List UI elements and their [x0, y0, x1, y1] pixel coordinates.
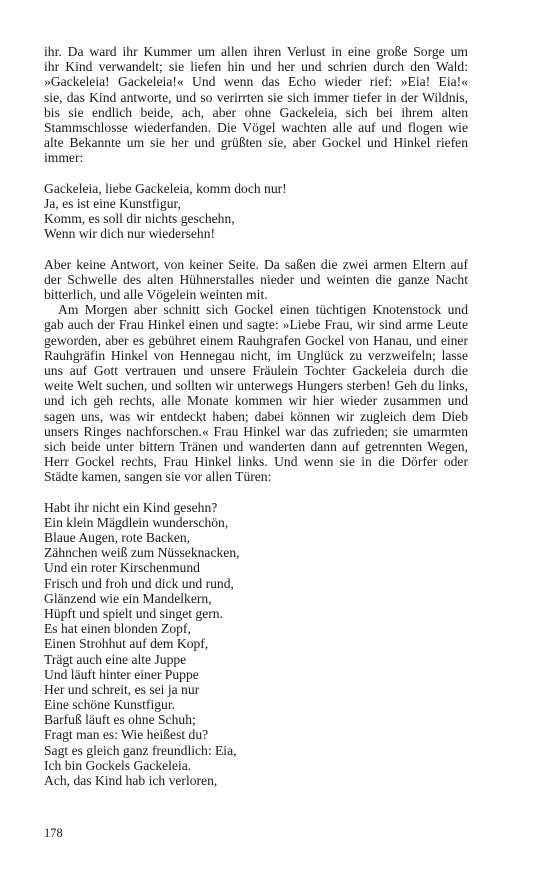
verse-line: Ach, das Kind hab ich verloren, [44, 773, 218, 788]
paragraph-2 [44, 257, 468, 303]
text-line: Aber keine Antwort, von keiner Seite. Da saßen die zwei armen Eltern auf [44, 256, 468, 272]
verse-line: Blaue Augen, rote Backen, [44, 530, 191, 545]
text-line: bitterlich, und alle Vögelein weinten mit. [44, 287, 268, 302]
text-line: immer: [44, 150, 84, 166]
paragraph-1 [44, 44, 468, 166]
verse-line: Eine schöne Kunstfigur. [44, 697, 176, 713]
text-line: der Schwelle des alten Hühnerstalles nieder und weinten die ganze Nacht [44, 271, 468, 287]
verse-line: Glänzend wie ein Mandelkern, [44, 590, 212, 606]
verse-line: Her und schreit, es sei ja nur [44, 681, 200, 697]
verse-line: Trägt auch eine alte Juppe [44, 651, 187, 667]
text-line: ihr. Da ward ihr Kummer um allen ihren Verlust in eine große Sorge um [44, 44, 468, 59]
verse-line: Habt ihr nicht ein Kind gesehn? [44, 499, 218, 515]
verse-2 [44, 500, 468, 789]
text-line: weite Welt suchen, und sollten wir unterwegs Hungers sterben! Geh du links, [44, 378, 468, 394]
verse-line: Frisch und froh und dick und rund, [44, 575, 234, 591]
verse-1 [44, 181, 468, 242]
verse-line: Wenn wir dich nur wiedersehn! [44, 226, 216, 242]
text-line: uns auf Gott vertrauen und unsere Fräulein Tochter Gackeleia durch die [44, 362, 468, 378]
paragraph-3 [44, 302, 468, 484]
verse-line: Komm, es soll dir nichts geschehn, [44, 211, 235, 227]
page-text [44, 44, 468, 788]
verse-line: Ich bin Gockels Gackeleia. [44, 757, 192, 773]
text-line: Stammschlosse wiederfanden. Die Vögel wachten alle auf und flogen wie [44, 119, 468, 135]
text-line: Am Morgen aber schnitt sich Gockel einen tüchtigen Knotenstock und [58, 302, 468, 318]
text-line: Herr Gockel rechts, Frau Hinkel links. Und wenn sie in die Dörfer oder [44, 454, 468, 470]
stanza-gap [44, 484, 468, 499]
text-line: sagen uns, was wir entdeckt haben; dabei können wir zugleich dem Dieb [44, 408, 468, 424]
text-line: bis sie endlich beide, ach, aber ohne Gackeleia, sich bei ihrem alten [44, 104, 468, 120]
stanza-gap [44, 166, 468, 181]
verse-line: Ein klein Mägdlein wunderschön, [44, 514, 229, 530]
text-line: »Gackeleia! Gackeleia!« Und wenn das Echo wieder rief: »Eia! Eia!« [44, 74, 468, 90]
text-line: sie, das Kind antworte, und so verirrten sie sich immer tiefer in der Wildnis, [44, 89, 468, 105]
text-line: Städte kamen, sangen sie vor allen Türen: [44, 469, 272, 485]
text-line: sich beide unter bittern Tränen und wanderten dann auf getrennten Wegen, [44, 438, 468, 454]
verse-line: Und läuft hinter einer Puppe [44, 666, 199, 682]
text-line: unsers Ringes nachforschen.« Frau Hinkel war das zufrieden; sie umarmten [44, 423, 468, 439]
verse-line: Gackeleia, liebe Gackeleia, komm doch nur! [44, 180, 287, 196]
text-line: und ich geh rechts, alle Monate kommen wir hier wieder zusammen und [44, 393, 468, 409]
verse-line: Einen Strohhut auf dem Kopf, [44, 636, 209, 652]
verse-line: Hüpft und spielt und singet gern. [44, 605, 223, 621]
verse-line: Es hat einen blonden Zopf, [44, 621, 191, 637]
verse-line: Ja, es ist eine Kunstfigur, [44, 195, 181, 211]
text-line: ihr Kind verwandelt; sie liefen hin und her und schrien durch den Wald: [44, 59, 468, 75]
text-line: alte Bekannte um sie her und grüßten sie, aber Gockel und Hinkel riefen [44, 135, 468, 151]
text-line: Rauhgräfin Hinkel von Hennegau nicht, im Unglück zu verzweifeln; lasse [44, 347, 468, 363]
text-line: geworden, aber es gebühret einem Rauhgrafen Gockel von Hanau, und einer [44, 332, 468, 348]
verse-line: Und ein roter Kirschenmund [44, 560, 200, 576]
verse-line: Sagt es gleich ganz freundlich: Eia, [44, 742, 237, 758]
stanza-gap [44, 241, 468, 256]
verse-line: Fragt man es: Wie heißest du? [44, 727, 209, 743]
text-line: gab auch der Frau Hinkel einen und sagte: »Liebe Frau, wir sind arme Leute [44, 317, 468, 333]
verse-line: Barfuß läuft es ohne Schuh; [44, 712, 196, 728]
verse-line: Zähnchen weiß zum Nüsseknacken, [44, 545, 240, 561]
page-number: 178 [44, 826, 63, 840]
